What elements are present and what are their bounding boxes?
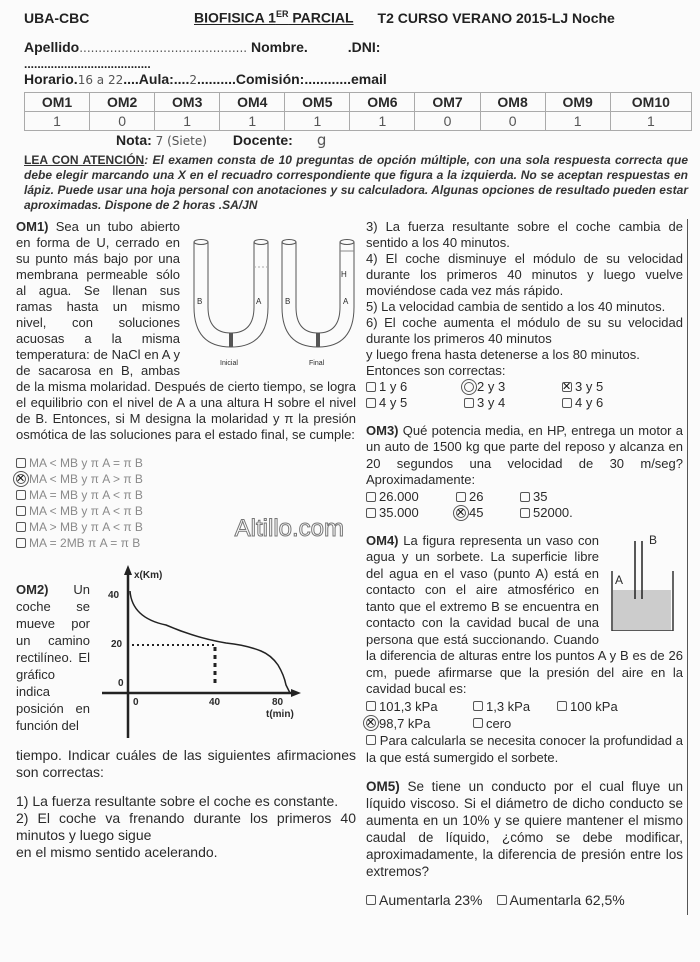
checkbox[interactable] <box>16 538 26 548</box>
om3-option[interactable] <box>366 505 456 521</box>
option-label: Aumentarla 62,5% <box>509 891 625 908</box>
checkbox[interactable] <box>456 492 466 502</box>
answer-header: OM8 <box>480 92 545 111</box>
title-end: PARCIAL <box>288 9 354 26</box>
statement: 2) El coche va frenando durante los primeros 40 minutos y luego sigue <box>16 809 356 843</box>
om5-label: OM5) <box>366 778 400 794</box>
statement: en el mismo sentido acelerando. <box>16 843 218 860</box>
docente-value: g <box>316 130 327 149</box>
answer-value[interactable]: 1 <box>25 111 90 130</box>
option-label: MA > MB y π A < π B <box>29 519 143 534</box>
right-column <box>366 219 688 915</box>
answer-value[interactable]: 1 <box>220 111 285 130</box>
u-tube-figure <box>186 237 356 369</box>
x-tick: 80 <box>272 696 284 708</box>
om4-question <box>366 533 683 698</box>
option-label: 26.000 <box>379 488 419 504</box>
title-text: BIOFISICA 1 <box>194 9 276 26</box>
horario-value[interactable]: 16 a 22 <box>77 72 124 87</box>
y-tick: 40 <box>108 589 120 601</box>
answer-value[interactable]: 1 <box>350 111 415 130</box>
answer-header: OM3 <box>155 92 220 111</box>
om1-options-row <box>16 455 356 551</box>
statement: 1) La fuerza resultante sobre el coche es constante. <box>16 792 339 809</box>
om3-option[interactable] <box>456 505 520 521</box>
option-label: MA = MB y π A < π B <box>29 487 143 502</box>
instructions-label: LEA CON ATENCIÓN <box>24 152 145 167</box>
fig-label-b: B <box>649 532 658 547</box>
answer-value[interactable]: 0 <box>90 111 155 130</box>
fig-label-inicial: Inicial <box>220 359 238 367</box>
checkbox[interactable] <box>366 508 376 518</box>
option-label: 4 y 5 <box>379 394 408 410</box>
om2-option[interactable] <box>562 395 662 411</box>
answer-value[interactable]: 1 <box>545 111 610 130</box>
option-label: 4 y 6 <box>575 394 604 410</box>
option-label: MA < MB y π A < π B <box>29 503 143 518</box>
om2-text-after <box>16 747 356 781</box>
checkbox[interactable] <box>473 701 483 711</box>
option-label: 45 <box>469 504 484 520</box>
answer-value[interactable]: 1 <box>155 111 220 130</box>
answer-value[interactable]: 1 <box>285 111 350 130</box>
om1-option[interactable] <box>16 487 143 503</box>
checkbox-checked[interactable] <box>456 508 466 518</box>
email-label: email <box>351 70 387 87</box>
checkbox[interactable] <box>16 490 26 500</box>
x-axis-label: t(min) <box>266 708 294 720</box>
comision-label: Comisión:............ <box>235 70 352 87</box>
answer-value[interactable]: 1 <box>610 111 691 130</box>
option-label: 3 y 5 <box>575 378 604 394</box>
checkbox-checked[interactable] <box>16 474 26 484</box>
om1-option[interactable] <box>16 471 143 487</box>
om4-text-after-span: cavidad bucal de una persona que está succionando. Cuando la diferencia de alturas entre los puntos A y B es de 26 cm, puede afirmarse que la presión del aire en la cavidad bucal es: <box>366 615 683 697</box>
om4-option[interactable] <box>366 715 473 732</box>
answer-header: OM4 <box>220 92 285 111</box>
apellido-field[interactable] <box>24 39 692 57</box>
om1-label: OM1) <box>16 218 49 234</box>
u-tube-diagram <box>186 237 356 357</box>
nombre-label: Nombre. <box>250 38 308 55</box>
om2-option[interactable] <box>464 379 562 395</box>
fig-label-b: B <box>285 296 291 306</box>
checkbox-checked[interactable] <box>366 718 376 728</box>
watermark-logo: Altillo.com <box>234 514 344 542</box>
nota-label: Nota: <box>116 131 152 148</box>
om2-statements-right <box>366 219 683 379</box>
option-label: 1,3 kPa <box>486 698 531 714</box>
option-label: Aumentarla 23% <box>379 891 483 908</box>
om2-statements-left <box>16 793 356 861</box>
option-label: 26 <box>469 488 484 504</box>
om2-option[interactable] <box>366 379 464 395</box>
om2-option[interactable] <box>562 379 662 395</box>
statement: Entonces son correctas: <box>366 362 506 378</box>
left-column <box>16 219 356 861</box>
option-label: cero <box>486 715 512 731</box>
om3-options <box>366 489 683 521</box>
om3-label: OM3) <box>366 422 399 438</box>
om3-option[interactable] <box>456 489 520 505</box>
om2-side-text <box>16 581 90 734</box>
om1-option[interactable] <box>16 455 143 471</box>
aula-value[interactable]: 2 <box>189 72 197 87</box>
om2-label: OM2) <box>16 581 49 597</box>
checkbox[interactable] <box>366 492 376 502</box>
om5-option[interactable] <box>366 892 483 909</box>
om5-option[interactable] <box>497 892 625 909</box>
om2-top <box>16 563 356 743</box>
checkbox[interactable] <box>557 701 567 711</box>
fig-label-h: H <box>341 269 347 279</box>
title-sup: ER <box>275 9 289 19</box>
y-tick: 20 <box>111 638 123 650</box>
om3-text: Qué potencia media, en HP, entrega un motor a un auto de 1500 kg que parte del reposo y alcanza en 20 segundos una velocidad de 30 m/seg? Aproximadamente: <box>366 422 683 488</box>
option-label: MA < MB y π A = π B <box>29 455 143 470</box>
option-label: 1 y 6 <box>379 378 408 394</box>
statement: 5) La velocidad cambia de sentido a los 40 minutos. <box>366 298 666 314</box>
om4-option[interactable] <box>473 698 557 715</box>
glass-straw-figure <box>607 533 683 633</box>
course: T2 CURSO VERANO 2015-LJ Noche <box>377 9 615 26</box>
statement: y luego frena hasta detenerse a los 80 minutos. <box>366 346 640 362</box>
om2-options <box>366 379 683 411</box>
om1-option[interactable] <box>16 519 143 535</box>
om5-question <box>366 778 683 880</box>
answer-header: OM5 <box>285 92 350 111</box>
om2-text-side: Un coche se mueve por un camino rectilíneo. El gráfico indica posición en función del <box>16 581 90 733</box>
om4-option[interactable] <box>366 698 473 715</box>
option-label: 35.000 <box>379 504 419 520</box>
checkbox-checked[interactable] <box>562 382 572 392</box>
answer-header: OM9 <box>545 92 610 111</box>
om1-option[interactable] <box>16 503 143 519</box>
horario-row: Horario. 16 a 22 .... Aula: .... 2 .......... Comisión:............ email <box>24 70 387 87</box>
statement: 3) La fuerza resultante sobre el coche cambia de sentido a los 40 minutos. <box>366 218 683 250</box>
option-label: 100 kPa <box>570 698 618 714</box>
om3-option[interactable] <box>366 489 456 505</box>
statement: 6) El coche aumenta el módulo de su su velocidad durante los primeros 40 minutos <box>366 314 683 346</box>
answers-table <box>24 92 692 131</box>
checkbox-circled[interactable] <box>464 382 474 392</box>
aula-label: Aula: <box>138 70 174 87</box>
option-label: 98,7 kPa <box>379 715 431 731</box>
questions-area <box>0 213 700 915</box>
checkbox[interactable] <box>520 508 530 518</box>
fig-label-final: Final <box>309 359 325 367</box>
apellido-dots-line: ...................................... <box>24 56 151 71</box>
fig-label-a: A <box>615 572 624 587</box>
horario-label: Horario. <box>24 70 78 87</box>
checkbox[interactable] <box>464 398 474 408</box>
checkbox[interactable] <box>16 522 26 532</box>
checkbox[interactable] <box>473 718 483 728</box>
statement: 4) El coche disminuye el módulo de su velocidad durante los primeros 40 minutos y luego vuelve moviéndose cada vez más rápido. <box>366 250 683 298</box>
apellido-label: Apellido <box>24 38 80 55</box>
y-axis-label: x(Km) <box>134 569 163 581</box>
option-label: 52000. <box>533 504 573 520</box>
om2-option[interactable] <box>464 395 562 411</box>
exam-header <box>0 0 700 213</box>
fig-label-a: A <box>256 296 262 306</box>
om4-label: OM4) <box>366 532 399 548</box>
nota-value: 7 (Siete) <box>155 133 207 148</box>
om2-option[interactable] <box>366 395 464 411</box>
apellido-dots: ............................................ <box>79 40 248 55</box>
answer-value[interactable]: 0 <box>480 111 545 130</box>
checkbox[interactable] <box>366 895 376 905</box>
answer-header: OM2 <box>90 92 155 111</box>
om4-options <box>366 698 683 766</box>
option-label: 3 y 4 <box>477 394 506 410</box>
option-label: MA < MB y π A > π B <box>29 471 143 486</box>
om3-option[interactable] <box>520 489 610 505</box>
answer-header: OM7 <box>415 92 480 111</box>
checkbox[interactable] <box>520 492 530 502</box>
om3-option[interactable] <box>520 505 610 521</box>
om5-options <box>366 892 683 915</box>
title-row <box>24 6 692 27</box>
fig-label-a: A <box>343 296 349 306</box>
om4-text-side: La figura representa un vaso con agua y un sorbete. La superficie libre del agua en el vaso (punto A) está en contacto con el aire atmosférico en tanto que el extremo B se encuentra en contacto con la <box>366 532 599 631</box>
om2-text-after-span: tiempo. Indicar cuáles de las siguientes afirmaciones son correctas: <box>16 746 356 780</box>
instructions-text: : El examen consta de 10 preguntas de opción múltiple, con una sola respuesta correcta que debe elegir marcando una X en el recuadro correspondiente que figura a la izquierda. No se aceptan respuestas en lápiz. Puede usar una hoja personal con anotaciones y su calculadora. Algunas opciones de resultado pueden estar aproximadas. Dispone de 2 horas .SA/JN <box>24 152 688 212</box>
checkbox[interactable] <box>16 506 26 516</box>
om1-option[interactable] <box>16 535 143 551</box>
fig-label-b: B <box>197 296 203 306</box>
checkbox[interactable] <box>562 398 572 408</box>
om1-options <box>16 455 143 551</box>
checkbox[interactable] <box>366 382 376 392</box>
x-tick: 40 <box>209 696 221 708</box>
institution: UBA-CBC <box>24 9 90 26</box>
om2-position-chart <box>96 563 311 743</box>
checkbox[interactable] <box>366 701 376 711</box>
om3-question <box>366 423 683 489</box>
option-label: 2 y 3 <box>477 378 506 394</box>
docente-label: Docente: <box>232 131 293 148</box>
option-label: 101,3 kPa <box>379 698 438 714</box>
om1-text: Sea un tubo abierto en forma de U, cerrado en su punto más bajo por una membrana permeable sólo al agua. Se llenan sus ramas hasta un mismo nivel, con soluciones acuosas a la misma temperatura: de NaCl en A y de sacarosa en B, ambas de la misma molaridad. Después de cierto tiempo, se logra el equilibrio con el nivel de A a una altura H sobre el nivel de B. Entonces, si M designa la molaridad y π la presión osmótica de las soluciones para el estado final, se cumple: <box>16 218 356 442</box>
om5-text: Se tiene un conducto por el cual fluye un líquido viscoso. Si el diámetro de dicho conducto se aumenta en un 10% y se quiere mantener el mismo caudal de líquido, ¿cómo se debe modificar, aproximadamente, la diferencia de presión entre los extremos? <box>366 778 683 879</box>
om4-option[interactable] <box>473 715 557 732</box>
checkbox[interactable] <box>366 735 376 745</box>
grade-row <box>24 131 692 150</box>
om4-option[interactable] <box>366 732 683 766</box>
option-label: Para calcularla se necesita conocer la profundidad a la que está sumergido el sorbete. <box>366 732 683 765</box>
answer-header: OM6 <box>350 92 415 111</box>
y-tick: 0 <box>118 677 124 689</box>
instructions <box>24 153 688 213</box>
checkbox[interactable] <box>497 895 507 905</box>
x-tick: 0 <box>133 696 139 708</box>
om1-question <box>16 219 356 443</box>
option-label: MA = 2MB π A = π B <box>29 535 141 550</box>
checkbox[interactable] <box>366 398 376 408</box>
exam-title <box>194 6 354 27</box>
option-label: 35 <box>533 488 548 504</box>
answer-header: OM1 <box>25 92 90 111</box>
answer-header: OM10 <box>610 92 691 111</box>
dni-label: .DNI: <box>347 38 381 55</box>
answer-value[interactable]: 0 <box>415 111 480 130</box>
om4-option[interactable] <box>557 698 667 715</box>
checkbox[interactable] <box>16 458 26 468</box>
